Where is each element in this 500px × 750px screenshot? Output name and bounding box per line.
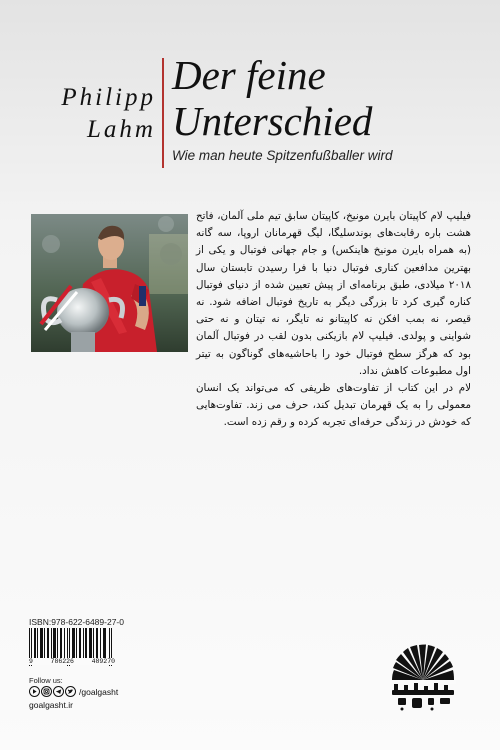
telegram-icon[interactable] <box>53 686 64 697</box>
author-first-name: Philipp <box>61 84 156 111</box>
barcode-digit-group-1: 786226 <box>50 658 74 665</box>
author-name <box>30 82 156 146</box>
website-link[interactable]: goalgasht.ir <box>29 700 73 710</box>
book-subtitle: Wie man heute Spitzenfußballer wird <box>172 148 393 163</box>
instagram-icon[interactable] <box>41 686 52 697</box>
title-divider <box>162 58 164 168</box>
youtube-icon[interactable] <box>29 686 40 697</box>
football-player-with-trophy-photo <box>31 214 188 352</box>
title-line-2: Unterschied <box>172 98 373 144</box>
barcode-digits <box>29 658 115 665</box>
isbn-number: ISBN:978-622-6489-27-0 <box>29 617 124 627</box>
barcode-digit-prefix: 9 <box>29 658 33 665</box>
social-links <box>29 686 118 697</box>
social-handle[interactable]: /goalgasht <box>79 686 119 697</box>
follow-us-label: Follow us: <box>29 676 63 685</box>
title-line-1: Der feine <box>172 52 326 98</box>
description-paragraph-1: فیلیپ لام کاپیتان بایرن مونیخ، کاپیتان سابق تیم ملی آلمان، فاتح هشت باره رقابت‌های بوندسلیگا، لیگ قهرمانان اروپا، سه گانه (به همراه بایرن مونیخ هاینکس) و جام جهانی فوتبال و یکی از بهترین مدافعین کناری فوتبال دنیا با فرا رسیدن تابستان سال ۲۰۱۸ میلادی، طبق برنامه‌ای از پیش تعیین شده از دنیای فوتبال کناره گیری کرد تا بزرگی دیگر به تاریخ فوتبال اضافه شود. نه قیصر، نه بمب افکن نه کاپیتانو نه تایگر، نه تیتان و نه حتی شواینی و پولدی. فیلیپ لام بازیکنی بدون لقب در فوتبال آلمان بود که هرگز سطح فوتبال خود را باحاشیه‌های گوناگون به تیتر اول مطبوعات کاهش نداد. <box>196 210 471 377</box>
book-title <box>172 52 492 144</box>
goalgasht-publisher-logo <box>386 640 460 714</box>
author-last-name: Lahm <box>87 116 156 143</box>
barcode-digit-group-2: 489270 <box>91 658 115 665</box>
twitter-icon[interactable] <box>65 686 76 697</box>
player-photo <box>31 214 188 352</box>
description-paragraph-2: لام در این کتاب از تفاوت‌های ظریفی که می‌تواند یک انسان معمولی را به یک قهرمان تبدیل کند، حرف می زند. تفاوت‌هایی که خودش در زندگی حرفه‌ای تجربه کرده و رقم زده است. <box>196 382 471 429</box>
book-description <box>196 208 471 432</box>
